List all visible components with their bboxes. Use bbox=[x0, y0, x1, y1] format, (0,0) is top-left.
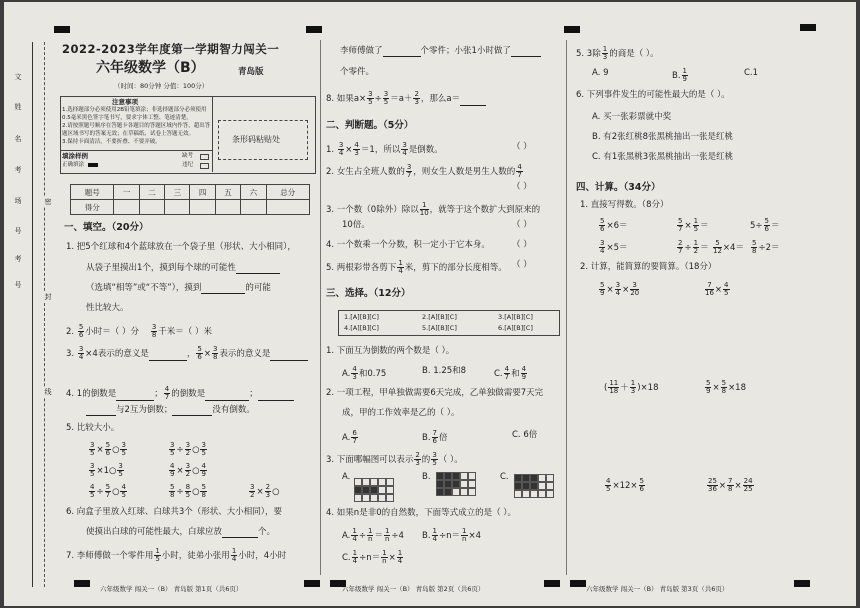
figure-cell bbox=[354, 494, 362, 502]
page-footer: 六年级数学 闯关一（B） 青岛版 第2页（共6页） bbox=[342, 585, 485, 593]
score-cell[interactable] bbox=[165, 200, 190, 215]
binding-line bbox=[32, 42, 33, 587]
section-calculation: 四、计算。（34分） bbox=[576, 182, 661, 193]
choice-1: 1. 下面互为倒数的两个数是（ ）。 bbox=[326, 346, 455, 356]
q6-line2: 使摸出白球的可能性最大，白球应放 个。 bbox=[86, 527, 276, 537]
section-true-false: 二、判断题。（5分） bbox=[326, 120, 414, 131]
calc-1: 1. 直接写得数。（8分） bbox=[580, 200, 669, 210]
registration-mark bbox=[564, 26, 580, 33]
exam-title: 2022-2023学年度第一学期智力闯关一 bbox=[62, 42, 280, 56]
calc-expr: $\frac{7}{16}$ × $\frac{4}{5}$ bbox=[705, 281, 729, 297]
figure-cell bbox=[468, 480, 476, 488]
answer-blank[interactable] bbox=[222, 528, 258, 538]
figure-cell bbox=[546, 490, 554, 498]
choice-4: 4. 如果n是非0的自然数，下面等式成立的是（ ）。 bbox=[326, 508, 517, 518]
q8: 8. 如果a× $\frac{3}{5}$ ÷ $\frac{3}{5}$ ＝a＋ $\frac{2}{3}$ ，那么a＝ bbox=[326, 91, 486, 106]
answer-blank[interactable] bbox=[86, 406, 116, 416]
calc-expr: $\frac{4}{5}$ ×12× $\frac{5}{6}$ bbox=[606, 477, 644, 493]
seal-label: 封 bbox=[42, 292, 54, 302]
figure-cell bbox=[386, 478, 394, 486]
figure-cell bbox=[362, 486, 370, 494]
registration-mark bbox=[304, 580, 320, 587]
answer-blank[interactable] bbox=[383, 47, 421, 57]
seal-label: 线 bbox=[42, 387, 54, 397]
calc-item: $\frac{2}{7}$ ÷ $\frac{1}{2}$ ＝ bbox=[678, 239, 709, 255]
figure-cell bbox=[460, 488, 468, 496]
notice-line: 题区域书写的答案无效；在草稿纸、试卷上答题无效。 bbox=[62, 131, 195, 137]
compare-item: $\frac{5}{8}$ ÷ $\frac{8}{5}$ ○ $\frac{5}{8}$ bbox=[170, 483, 206, 499]
choice-option[interactable]: 4.[A][B][C] bbox=[344, 324, 379, 332]
figure-cell bbox=[378, 494, 386, 502]
exam-time: （时间：80分钟 分值：100分） bbox=[114, 82, 209, 90]
choice-2-b: B. $\frac{7}{6}$ 倍 bbox=[422, 429, 448, 445]
figure-cell bbox=[452, 480, 460, 488]
sidebar-label: 名 bbox=[14, 135, 22, 143]
sidebar-label: 姓 bbox=[14, 103, 22, 111]
choice-2-a: A. $\frac{6}{7}$ bbox=[342, 429, 357, 445]
figure-cell bbox=[530, 490, 538, 498]
answer-blank[interactable] bbox=[116, 391, 154, 401]
figure-cell bbox=[460, 480, 468, 488]
judge-2: 2. 女生占全班人数的 $\frac{3}{7}$ ，则女生人数是男生人数的 $\frac{4}{7}$ bbox=[326, 163, 522, 179]
score-header: 六 bbox=[241, 185, 266, 200]
judge-5: 5. 两根彩带各剪下 $\frac{1}{4}$ 米，剪下的部分长度相等。 bbox=[326, 259, 507, 275]
figure-cell bbox=[452, 472, 460, 480]
choice-4-b: B. $\frac{1}{4}$ ÷n＝ $\frac{1}{n}$ ×4 bbox=[422, 527, 482, 543]
figure-cell bbox=[522, 490, 530, 498]
calc-item: $\frac{3}{4}$ ×5＝ bbox=[600, 239, 628, 255]
choice-6-c: C. 有1张黑桃3张黑桃抽出一张是红桃 bbox=[592, 152, 734, 162]
score-header: 三 bbox=[165, 185, 190, 200]
registration-mark bbox=[794, 580, 810, 587]
fill-violation: 违纪 bbox=[182, 162, 194, 168]
figure-cell bbox=[444, 472, 452, 480]
compare-item: $\frac{3}{2}$ × $\frac{2}{3}$ ○ bbox=[250, 483, 280, 499]
judge-3: 3. 一个数（0除外）除以 $\frac{1}{10}$ ，就等于这个数扩大到原来的 bbox=[326, 201, 541, 217]
choice-6-a: A. 买一张彩票就中奖 bbox=[592, 112, 672, 122]
choice-2-line2: 成，甲的工作效率是乙的（ ）。 bbox=[342, 408, 460, 418]
calc-item: $\frac{5}{6}$ ×6＝ bbox=[600, 217, 628, 233]
figure-cell bbox=[354, 486, 362, 494]
answer-blank[interactable] bbox=[205, 391, 249, 401]
calc-item: 5÷ $\frac{5}{6}$ ＝ bbox=[750, 217, 780, 233]
notice-rule bbox=[60, 150, 212, 151]
edition: 青岛版 bbox=[238, 67, 264, 77]
calc-item: $\frac{5}{12}$ ×4＝ bbox=[713, 239, 744, 255]
choice-3-a: A. bbox=[342, 472, 351, 482]
figure-cell bbox=[538, 490, 546, 498]
q1-line3: （选填“相等”或“不等”），摸到 的可能 bbox=[86, 283, 271, 293]
choice-3-c: C. bbox=[500, 472, 509, 482]
q1-line2: 从袋子里摸出1个，摸到每个球的可能性 bbox=[86, 263, 280, 274]
q6-line1: 6. 向盒子里放入红球、白球共3个（形状、大小相同），要 bbox=[66, 507, 282, 517]
sidebar-label: 号 bbox=[14, 281, 22, 289]
sidebar-label: 号 bbox=[14, 227, 22, 235]
choice-4-a: A. $\frac{1}{4}$ ÷ $\frac{1}{n}$ ＝ $\frac{1}{n}$ ÷4 bbox=[342, 527, 404, 543]
choice-option[interactable]: 1.[A][B][C] bbox=[344, 313, 379, 321]
notice-title: 注意事项 bbox=[112, 98, 138, 106]
q4-line2: 与2互为倒数； 没有倒数。 bbox=[86, 405, 255, 416]
column-divider bbox=[320, 40, 321, 575]
fill-correct: 正确填涂 bbox=[62, 162, 85, 168]
calc-expr: ( $\frac{11}{18}$ ＋ $\frac{1}{3}$ )×18 bbox=[604, 379, 659, 395]
seal-label: 密 bbox=[42, 197, 54, 207]
q7-line2: 李师傅做了 个零件；小张1小时做了 bbox=[340, 46, 541, 57]
compare-item: $\frac{3}{5}$ ÷ $\frac{3}{2}$ ○ $\frac{3}{5}$ bbox=[170, 441, 206, 457]
fill-sample bbox=[88, 163, 98, 167]
page-footer: 六年级数学 闯关一（B） 青岛版 第3页（共6页） bbox=[586, 585, 729, 593]
sidebar-label: 考 bbox=[14, 255, 22, 263]
figure-cell bbox=[460, 472, 468, 480]
score-cell[interactable] bbox=[139, 200, 164, 215]
figure-cell bbox=[522, 482, 530, 490]
answer-blank[interactable] bbox=[236, 264, 280, 274]
score-cell[interactable] bbox=[266, 200, 309, 215]
q3: 3. $\frac{3}{4}$ ×4表示的意义是 ， $\frac{5}{6}$ × $\frac{3}{8}$ 表示的意义是 bbox=[66, 346, 308, 361]
figure-cell bbox=[468, 488, 476, 496]
fill-absent: 缺考 bbox=[182, 153, 194, 159]
seal-line bbox=[44, 42, 46, 587]
q5: 5. 比较大小。 bbox=[66, 423, 120, 433]
figure-cell bbox=[436, 480, 444, 488]
figure-cell bbox=[370, 478, 378, 486]
notice-divider bbox=[212, 96, 213, 172]
choice-5-a: A. 9 bbox=[592, 68, 609, 78]
judge-paren[interactable]: （ ） bbox=[512, 220, 532, 230]
figure-cell bbox=[538, 474, 546, 482]
figure-cell bbox=[378, 478, 386, 486]
q7-line1: 7. 李师傅做一个零件用 $\frac{1}{5}$ 小时，徒弟小张用 $\frac{1}{4}$ 小时，4小时 bbox=[66, 547, 287, 563]
calc-expr: $\frac{25}{36}$ × $\frac{7}{8}$ × $\frac{24}{25}$ bbox=[708, 477, 753, 493]
registration-mark bbox=[74, 580, 90, 587]
score-cell[interactable] bbox=[241, 200, 266, 215]
judge-paren[interactable]: （ ） bbox=[512, 260, 532, 270]
choice-3-b: B. bbox=[422, 472, 431, 482]
compare-item: $\frac{4}{9}$ × $\frac{3}{2}$ ○ $\frac{4}{9}$ bbox=[170, 462, 206, 478]
figure-cell bbox=[452, 488, 460, 496]
score-table bbox=[70, 184, 310, 215]
answer-blank[interactable] bbox=[149, 351, 187, 361]
choice-4-c: C. $\frac{1}{4}$ ÷n＝ $\frac{1}{n}$ × $\frac{1}{4}$ bbox=[342, 549, 403, 565]
figure-cell bbox=[386, 486, 394, 494]
figure-cell bbox=[514, 482, 522, 490]
barcode-label: 条形码粘贴处 bbox=[232, 135, 280, 144]
choice-6-b: B. 有2张红桃8张黑桃抽出一张是红桃 bbox=[592, 132, 734, 142]
answer-blank[interactable] bbox=[270, 351, 308, 361]
calc-2: 2. 计算，能简算的要简算。（18分） bbox=[580, 262, 717, 272]
answer-blank[interactable] bbox=[172, 406, 212, 416]
choice-2-c: C. 6倍 bbox=[512, 430, 538, 440]
figure-cell bbox=[362, 478, 370, 486]
score-row-label: 得分 bbox=[71, 200, 114, 215]
compare-item: $\frac{4}{5}$ ÷ $\frac{5}{7}$ ○ $\frac{4}{5}$ bbox=[90, 483, 126, 499]
choice-1-a: A. $\frac{4}{3}$ 和0.75 bbox=[342, 365, 387, 381]
choice-3: 3. 下面哪幅图可以表示 $\frac{2}{3}$ 的 $\frac{3}{5}$ （ ）。 bbox=[326, 451, 463, 467]
calc-expr: $\frac{5}{9}$ × $\frac{5}{8}$ ×18 bbox=[706, 379, 747, 395]
page-footer: 六年级数学 闯关一（B） 青岛版 第1页（共6页） bbox=[100, 585, 243, 593]
q4-line1: 4. 1的倒数是 ； $\frac{4}{7}$ 的倒数是 ； bbox=[66, 386, 294, 401]
choice-option[interactable]: 5.[A][B][C] bbox=[422, 324, 457, 332]
score-header: 题号 bbox=[71, 185, 114, 200]
registration-mark bbox=[544, 580, 560, 587]
exam-sheet bbox=[4, 2, 856, 606]
figure-cell bbox=[378, 486, 386, 494]
registration-mark bbox=[306, 26, 322, 33]
judge-1: 1. $\frac{3}{4}$ × $\frac{4}{3}$ ＝1，所以 $\frac{3}{4}$ 是倒数。 bbox=[326, 141, 443, 157]
judge-paren[interactable]: （ ） bbox=[512, 182, 532, 192]
notice-line: 1.选择题部分必须使用2B铅笔填涂；非选择题部分必须使用 bbox=[62, 107, 207, 113]
judge-4: 4. 一个数乘一个分数，积一定小于它本身。 bbox=[326, 240, 490, 250]
figure-cell bbox=[370, 486, 378, 494]
registration-mark bbox=[570, 580, 586, 587]
calc-item: $\frac{5}{7}$ × $\frac{1}{5}$ ＝ bbox=[678, 217, 709, 233]
checkbox bbox=[200, 154, 209, 160]
sidebar-label: 考 bbox=[14, 166, 22, 174]
q1-line1: 1. 把5个红球和4个蓝球放在一个袋子里（形状、大小相同）， bbox=[66, 242, 296, 252]
choice-6: 6. 下列事件发生的可能性最大的是（ ）。 bbox=[576, 90, 730, 100]
figure-cell bbox=[546, 474, 554, 482]
answer-blank[interactable] bbox=[258, 391, 294, 401]
choice-option[interactable]: 6.[A][B][C] bbox=[498, 324, 533, 332]
checkbox bbox=[200, 163, 209, 169]
exam-subtitle: 六年级数学（B） bbox=[96, 60, 205, 76]
score-header: 五 bbox=[215, 185, 240, 200]
figure-cell bbox=[444, 480, 452, 488]
q2: 2. $\frac{5}{6}$ 小时＝（ ）分 $\frac{3}{8}$ 千米＝（ ）米 bbox=[66, 323, 212, 339]
answer-blank[interactable] bbox=[201, 284, 245, 294]
score-header: 二 bbox=[139, 185, 164, 200]
figure-cell bbox=[530, 474, 538, 482]
notice-line: 2.请按照题号顺序在答题卡各题目的答题区域内作答，超出答 bbox=[62, 123, 211, 129]
figure-cell bbox=[386, 494, 394, 502]
score-header: 四 bbox=[190, 185, 215, 200]
answer-blank[interactable] bbox=[511, 47, 541, 57]
choice-5-c: C.1 bbox=[744, 68, 759, 78]
sidebar-label: 场 bbox=[14, 197, 22, 205]
judge-paren[interactable]: （ ） bbox=[512, 240, 532, 250]
column-divider bbox=[566, 40, 567, 575]
figure-cell bbox=[514, 474, 522, 482]
choice-option[interactable]: 3.[A][B][C] bbox=[498, 313, 533, 321]
figure-cell bbox=[436, 488, 444, 496]
q7-line3: 个零件。 bbox=[340, 67, 375, 77]
q1-line4: 性比较大。 bbox=[86, 303, 129, 313]
section-fill-blank: 一、填空。（20分） bbox=[64, 222, 149, 233]
registration-mark bbox=[54, 26, 70, 33]
compare-item: $\frac{3}{5}$ ×1○ $\frac{3}{5}$ bbox=[90, 462, 123, 478]
judge-paren[interactable]: （ ） bbox=[512, 142, 532, 152]
figure-cell bbox=[546, 482, 554, 490]
figure-cell bbox=[362, 494, 370, 502]
figure-cell bbox=[436, 472, 444, 480]
answer-blank[interactable] bbox=[460, 96, 486, 106]
score-cell[interactable] bbox=[190, 200, 215, 215]
figure-cell bbox=[354, 478, 362, 486]
sidebar-label: 文 bbox=[14, 73, 22, 81]
calc-expr: $\frac{5}{9}$ × $\frac{3}{4}$ × $\frac{3}{20}$ bbox=[600, 281, 640, 297]
judge-3b: 10倍。 bbox=[342, 220, 370, 230]
choice-1-c: C. $\frac{4}{7}$ 和 $\frac{4}{9}$ bbox=[494, 365, 527, 381]
choice-1-b: B. 1.25和8 bbox=[422, 366, 467, 376]
calc-item: $\frac{5}{8}$ ÷2＝ bbox=[752, 239, 780, 255]
choice-5-b: B. $\frac{1}{9}$ bbox=[672, 67, 688, 83]
score-cell[interactable] bbox=[114, 200, 139, 215]
score-cell[interactable] bbox=[215, 200, 240, 215]
figure-cell bbox=[530, 482, 538, 490]
section-choice: 三、选择。（12分） bbox=[326, 288, 411, 299]
figure-cell bbox=[468, 472, 476, 480]
choice-option[interactable]: 2.[A][B][C] bbox=[422, 313, 457, 321]
choice-5: 5. 3除 $\frac{1}{3}$ 的商是（ ）。 bbox=[576, 45, 659, 61]
compare-item: $\frac{3}{5}$ × $\frac{5}{6}$ ○ $\frac{3}{5}$ bbox=[90, 441, 126, 457]
score-header: 一 bbox=[114, 185, 139, 200]
figure-cell bbox=[514, 490, 522, 498]
score-header: 总分 bbox=[266, 185, 309, 200]
figure-cell bbox=[370, 494, 378, 502]
registration-mark bbox=[800, 24, 816, 31]
notice-line: 3.保持卡面清洁，不要折叠、不要弄破。 bbox=[62, 139, 161, 145]
figure-cell bbox=[538, 482, 546, 490]
notice-line: 0.5毫米黑色签字笔书写，要求字体工整、笔迹清楚。 bbox=[62, 115, 192, 121]
figure-cell bbox=[444, 488, 452, 496]
fill-example-title: 填涂样例 bbox=[62, 152, 88, 160]
figure-cell bbox=[522, 474, 530, 482]
choice-2-line1: 2. 一项工程，甲单独做需要6天完成，乙单独做需要7天完 bbox=[326, 388, 544, 398]
